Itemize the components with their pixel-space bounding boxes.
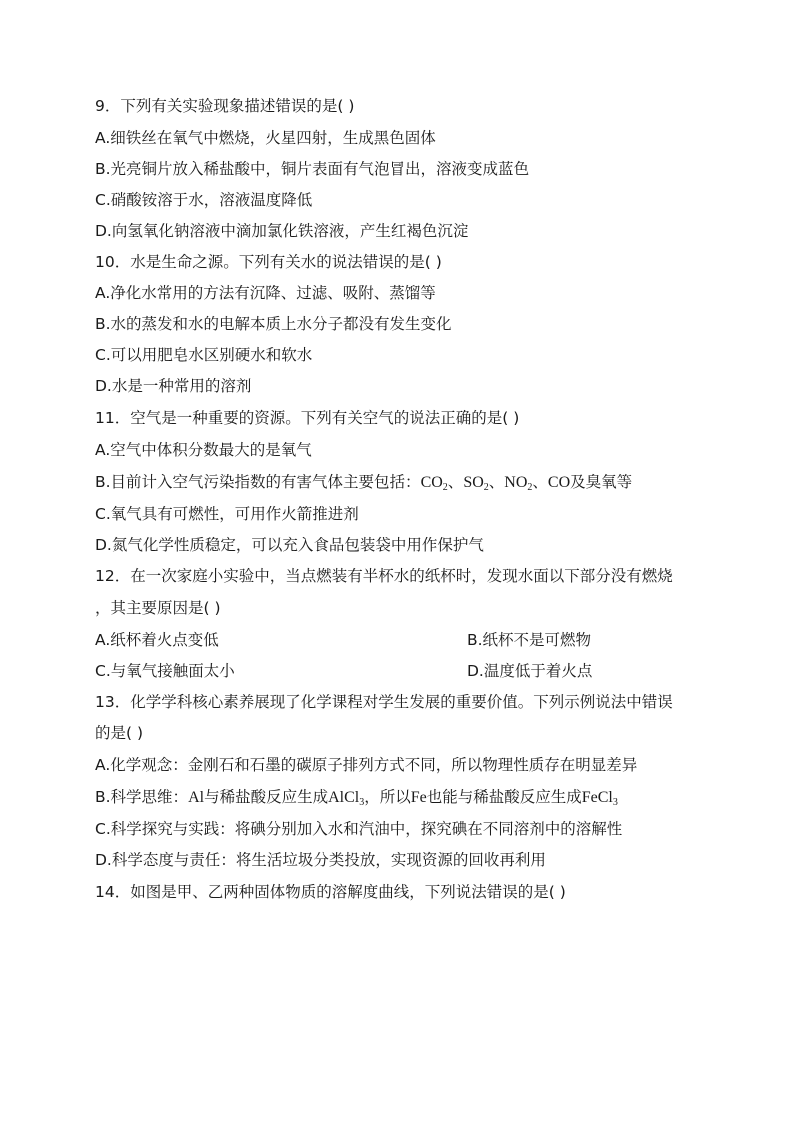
question-9-option-a: A.细铁丝在氧气中燃烧，火星四射，生成黑色固体	[95, 129, 436, 147]
question-10-option-c: C.可以用肥皂水区别硬水和软水	[95, 346, 313, 364]
question-13-option-c: C.科学探究与实践：将碘分别加入水和汽油中，探究碘在不同溶剂中的溶解性	[95, 820, 623, 838]
question-10-option-a: A.净化水常用的方法有沉降、过滤、吸附、蒸馏等	[95, 284, 436, 302]
question-11-stem: 11．空气是一种重要的资源。下列有关空气的说法正确的是( )	[95, 409, 520, 427]
question-12-option-d: D.温度低于着火点	[467, 662, 593, 680]
formula-no2: $NO_2$	[504, 474, 533, 493]
element-al: Al	[188, 789, 205, 806]
question-9-option-d: D.向氢氧化钠溶液中滴加氯化铁溶液，产生红褐色沉淀	[95, 222, 469, 240]
question-10-stem: 10．水是生命之源。下列有关水的说法错误的是( )	[95, 253, 442, 271]
separator: 、	[488, 473, 505, 491]
question-9-stem: 9．下列有关实验现象描述错误的是( )	[95, 97, 355, 115]
formula-co: CO	[547, 474, 571, 491]
question-13-stem-line2: 的是( )	[95, 724, 144, 742]
question-12-options-row2	[95, 661, 705, 681]
question-9-option-c: C.硝酸铵溶于水，溶液温度降低	[95, 191, 313, 209]
question-12-option-a: A.纸杯着火点变低	[95, 631, 219, 649]
question-11-option-a: A.空气中体积分数最大的是氧气	[95, 441, 312, 459]
option-b-prefix: B.目前计入空气污染指数的有害气体主要包括：	[95, 473, 421, 491]
question-11-option-c: C.氧气具有可燃性，可用作火箭推进剂	[95, 505, 359, 523]
separator: 、	[532, 473, 548, 491]
question-14-stem: 14．如图是甲、乙两种固体物质的溶解度曲线，下列说法错误的是( )	[95, 883, 566, 901]
formula-fecl3: FeCl$_3$	[581, 789, 618, 808]
question-10-option-b: B.水的蒸发和水的电解本质上水分子都没有发生变化	[95, 315, 452, 333]
question-12-stem-line2: ，其主要原因是( )	[95, 599, 221, 617]
question-12-stem-line1: 12．在一次家庭小实验中，当点燃装有半杯水的纸杯时，发现水面以下部分没有燃烧	[95, 567, 673, 585]
formula-alcl3: AlCl$_3$	[328, 789, 365, 808]
question-11-option-d: D.氮气化学性质稳定，可以充入食品包装袋中用作保护气	[95, 536, 484, 554]
question-13-stem-line1: 13．化学学科核心素养展现了化学课程对学生发展的重要价值。下列示例说法中错误	[95, 693, 673, 711]
question-13-option-b: B.科学思维：Al与稀盐酸反应生成AlCl$_3$，所以Fe也能与稀盐酸反应生成FeCl$_3$	[95, 788, 618, 808]
formula-co2: $CO_2$	[420, 474, 448, 493]
element-fe: Fe	[410, 789, 427, 806]
question-11-option-b	[95, 472, 705, 493]
question-13-option-d: D.科学态度与责任：将生活垃圾分类投放，实现资源的回收再利用	[95, 851, 546, 869]
option-b-suffix: 及臭氧等	[570, 473, 633, 491]
question-12-option-c: C.与氧气接触面太小	[95, 662, 235, 680]
formula-so2: $SO_2$	[463, 474, 489, 493]
question-12-options-row1	[95, 630, 705, 650]
question-10-option-d: D.水是一种常用的溶剂	[95, 377, 252, 395]
question-12-option-b: B.纸杯不是可燃物	[467, 631, 592, 649]
question-9-option-b: B.光亮铜片放入稀盐酸中，铜片表面有气泡冒出，溶液变成蓝色	[95, 160, 530, 178]
separator: 、	[447, 473, 464, 491]
question-13-option-a: A.化学观念：金刚石和石墨的碳原子排列方式不同，所以物理性质存在明显差异	[95, 756, 638, 774]
